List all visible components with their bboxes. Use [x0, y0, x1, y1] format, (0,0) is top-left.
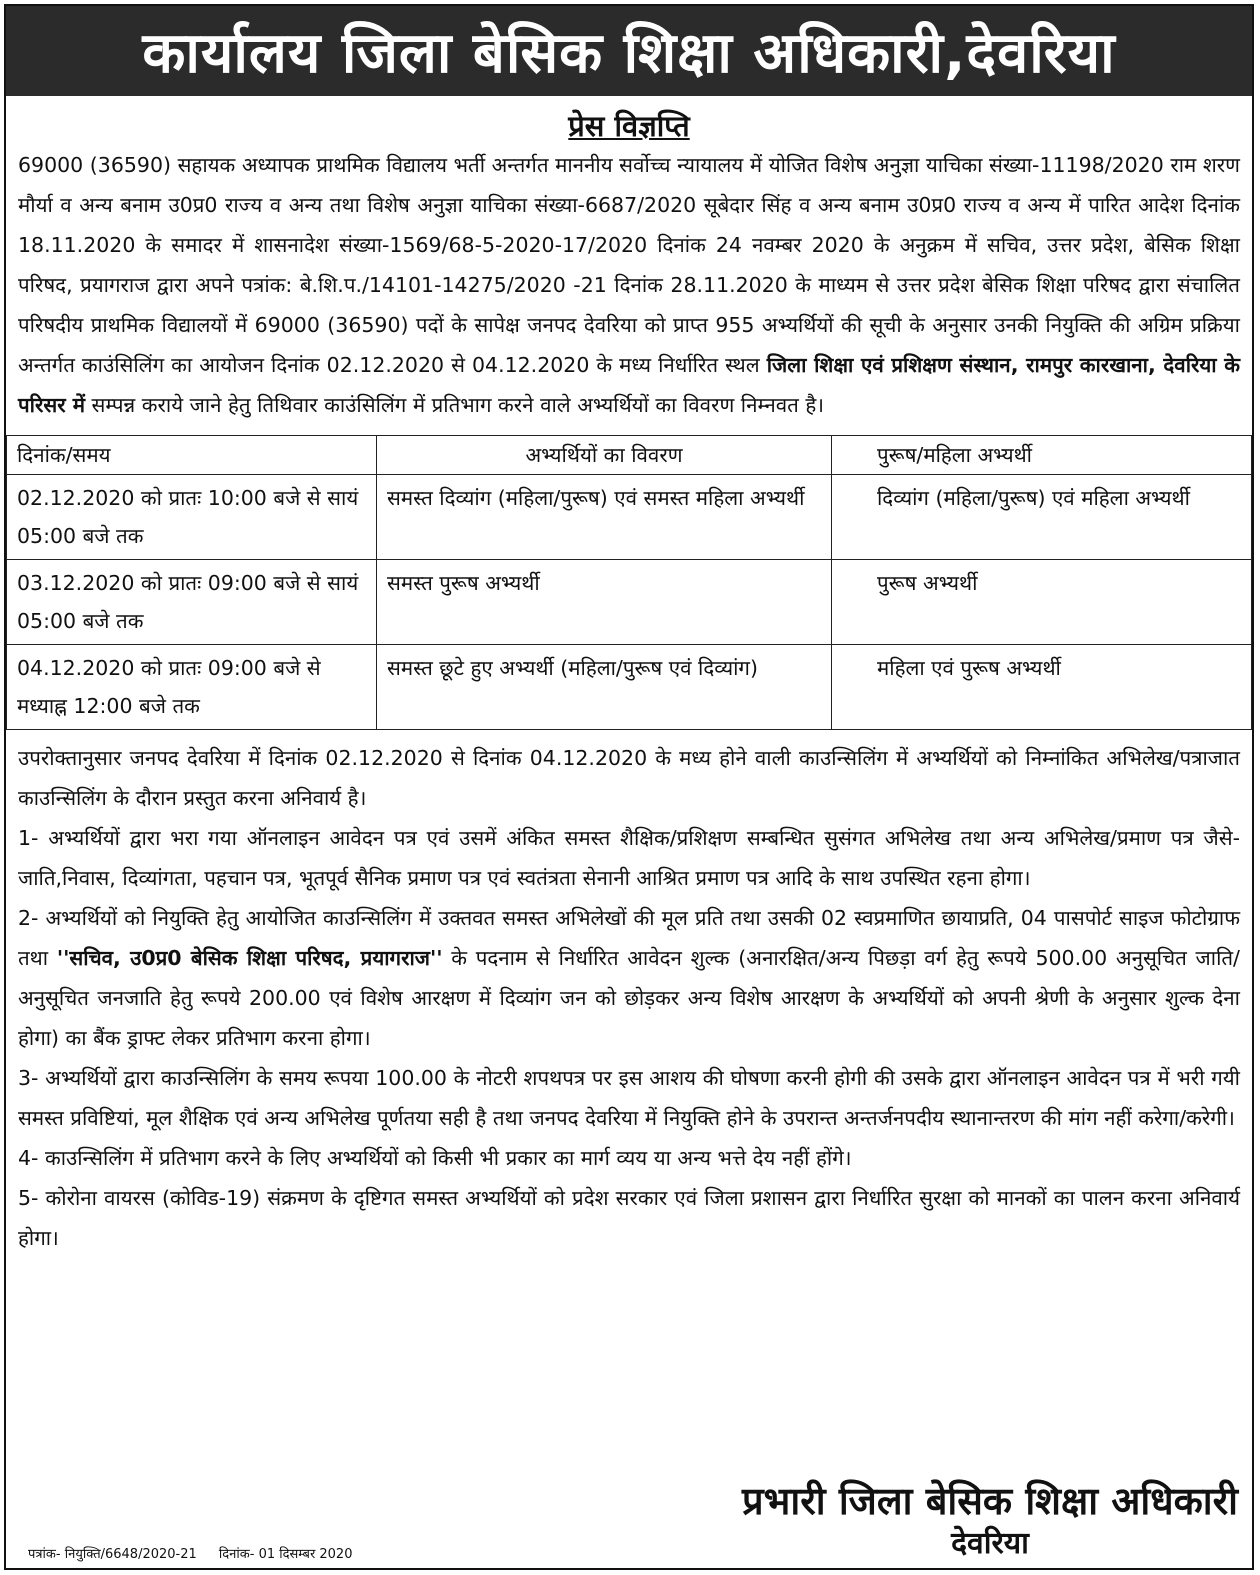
instruction-item-2-text-end: के पदनाम से निर्धारित आवेदन शुल्क (अनारक्षित/अन्य पिछड़ा वर्ग हेतु रूपये 500.00 अनुसूचित जाति/अनुसूचित जनजाति हेतु रूपये 200.00 एवं विशेष आरक्षण में दिव्यांग जन को छोड़कर अन्य विशेष आरक्षण के अभ्यर्थियों को अपनी श्रेणी के अनुसार शुल्क देना होगा) का बैंक ड्राफ्ट लेकर प्रतिभाग करना होगा।	[18, 946, 1240, 1050]
footer-reference	[28, 1544, 370, 1562]
intro-paragraph	[6, 145, 1252, 425]
signatory-place: देवरिया	[951, 1526, 1029, 1561]
office-title-banner: कार्यालय जिला बेसिक शिक्षा अधिकारी,देवरिया	[6, 6, 1252, 96]
cell-gender: दिव्यांग (महिला/पुरूष) एवं महिला अभ्यर्थी	[832, 475, 1252, 560]
signature-block	[742, 1478, 1238, 1564]
press-release-heading: प्रेस विज्ञप्ति	[568, 109, 690, 143]
column-header-date-time: दिनांक/समय	[7, 436, 377, 475]
letter-number: पत्रांक- नियुक्ति/6648/2020-21	[28, 1547, 197, 1562]
intro-text: 69000 (36590) सहायक अध्यापक प्राथमिक विद्यालय भर्ती अन्तर्गत माननीय सर्वोच्च न्यायालय में योजित विशेष अनुज्ञा याचिका संख्या-11198/2020 राम शरण मौर्या व अन्य बनाम उ0प्र0 राज्य व अन्य तथा विशेष अनुज्ञा याचिका संख्या-6687/2020 सूबेदार सिंह व अन्य बनाम उ0प्र0 राज्य व अन्य में पारित आदेश दिनांक 18.11.2020 के समादर में शासनादेश संख्या-1569/68-5-2020-17/2020 दिनांक 24 नवम्बर 2020 के अनुक्रम में सचिव, उत्तर प्रदेश, बेसिक शिक्षा परिषद, प्रयागराज द्वारा अपने पत्रांक: बे.शि.प./14101-14275/2020 -21 दिनांक 28.11.2020 के माध्यम से उत्तर प्रदेश बेसिक शिक्षा परिषद द्वारा संचालित परिषदीय प्राथमिक विद्यालयों में 69000 (36590) पदों के सापेक्ष जनपद देवरिया को प्राप्त 955 अभ्यर्थियों की सूची के अनुसार उनकी नियुक्ति की अग्रिम प्रक्रिया अन्तर्गत काउंसिलिंग का आयोजन दिनांक 02.12.2020 से 04.12.2020 के मध्य निर्धारित स्थल	[18, 153, 1240, 377]
table-row	[7, 645, 1252, 730]
intro-text-end: सम्पन्न कराये जाने हेतु तिथिवार काउंसिलिंग में प्रतिभाग करने वाले अभ्यर्थियों का विवरण निम्नवत है।	[91, 393, 825, 417]
cell-candidate-details: समस्त छूटे हुए अभ्यर्थी (महिला/पुरूष एवं दिव्यांग)	[377, 645, 832, 730]
cell-candidate-details: समस्त दिव्यांग (महिला/पुरूष) एवं समस्त महिला अभ्यर्थी	[377, 475, 832, 560]
signatory-designation: प्रभारी जिला बेसिक शिक्षा अधिकारी	[742, 1479, 1238, 1523]
column-header-gender: पुरूष/महिला अभ्यर्थी	[832, 436, 1252, 475]
press-release-document	[4, 4, 1254, 1570]
cell-date-time: 02.12.2020 को प्रातः 10:00 बजे से सायं 05:00 बजे तक	[7, 475, 377, 560]
counselling-schedule-table	[6, 435, 1252, 730]
instruction-item-5: 5- कोरोना वायरस (कोविड-19) संक्रमण के दृष्टिगत समस्त अभ्यर्थियों को प्रदेश सरकार एवं जिला प्रशासन द्वारा निर्धारित सुरक्षा को मानकों का पालन करना अनिवार्य होगा।	[18, 1186, 1240, 1250]
cell-candidate-details: समस्त पुरूष अभ्यर्थी	[377, 560, 832, 645]
venue-text: जिला शिक्षा एवं प्रशिक्षण संस्थान, रामपुर कारखाना, देवरिया के परिसर में	[18, 353, 1240, 417]
instruction-item-3: 3- अभ्यर्थियों द्वारा काउन्सिलिंग के समय रूपया 100.00 के नोटरी शपथपत्र पर इस आशय की घोषणा करनी होगी की उसके द्वारा ऑनलाइन आवेदन पत्र में भरी गयी समस्त प्रविष्टियां, मूल शैक्षिक एवं अन्य अभिलेख पूर्णतया सही है तथा जनपद देवरिया में नियुक्ति होने के उपरान्त अन्तर्जनपदीय स्थानान्तरण की मांग नहीं करेगा/करेगी।	[18, 1066, 1240, 1130]
cell-gender: पुरूष अभ्यर्थी	[832, 560, 1252, 645]
table-header-row	[7, 436, 1252, 475]
cell-date-time: 03.12.2020 को प्रातः 09:00 बजे से सायं 05:00 बजे तक	[7, 560, 377, 645]
column-header-candidate-details: अभ्यर्थियों का विवरण	[377, 436, 832, 475]
instruction-item-1: 1- अभ्यर्थियों द्वारा भरा गया ऑनलाइन आवेदन पत्र एवं उसमें अंकित समस्त शैक्षिक/प्रशिक्षण सम्बन्धित सुसंगत अभिलेख तथा अन्य अभिलेख/प्रमाण पत्र जैसे-जाति,निवास, दिव्यांगता, पहचान पत्र, भूतपूर्व सैनिक प्रमाण पत्र एवं स्वतंत्रता सेनानी आश्रित प्रमाण पत्र आदि के साथ उपस्थित रहना होगा।	[18, 826, 1240, 890]
instruction-item-4: 4- काउन्सिलिंग में प्रतिभाग करने के लिए अभ्यर्थियों को किसी भी प्रकार का मार्ग व्यय या अन्य भत्ते देय नहीं होंगे।	[18, 1146, 852, 1170]
instructions-lead: उपरोक्तानुसार जनपद देवरिया में दिनांक 02.12.2020 से दिनांक 04.12.2020 के मध्य होने वाली काउन्सिलिंग में अभ्यर्थियों को निम्नांकित अभिलेख/पत्राजात काउन्सिलिंग के दौरान प्रस्तुत करना अनिवार्य है।	[18, 746, 1240, 810]
instruction-item-2-text: 2- अभ्यर्थियों को नियुक्ति हेतु आयोजित काउन्सिलिंग में उक्तवत समस्त अभिलेखों की मूल प्रति तथा उसकी 02 स्वप्रमाणित छायाप्रति, 04 पासपोर्ट साइज फोटोग्राफ तथा	[18, 906, 1240, 970]
table-row	[7, 560, 1252, 645]
payee-designation: ''सचिव, उ0प्र0 बेसिक शिक्षा परिषद, प्रयागराज''	[56, 946, 443, 970]
table-row	[7, 475, 1252, 560]
cell-date-time: 04.12.2020 को प्रातः 09:00 बजे से मध्याह्न 12:00 बजे तक	[7, 645, 377, 730]
instruction-item-2	[18, 898, 1240, 1058]
letter-date: दिनांक- 01 दिसम्बर 2020	[218, 1547, 353, 1562]
instructions-section	[6, 730, 1252, 1258]
cell-gender: महिला एवं पुरूष अभ्यर्थी	[832, 645, 1252, 730]
